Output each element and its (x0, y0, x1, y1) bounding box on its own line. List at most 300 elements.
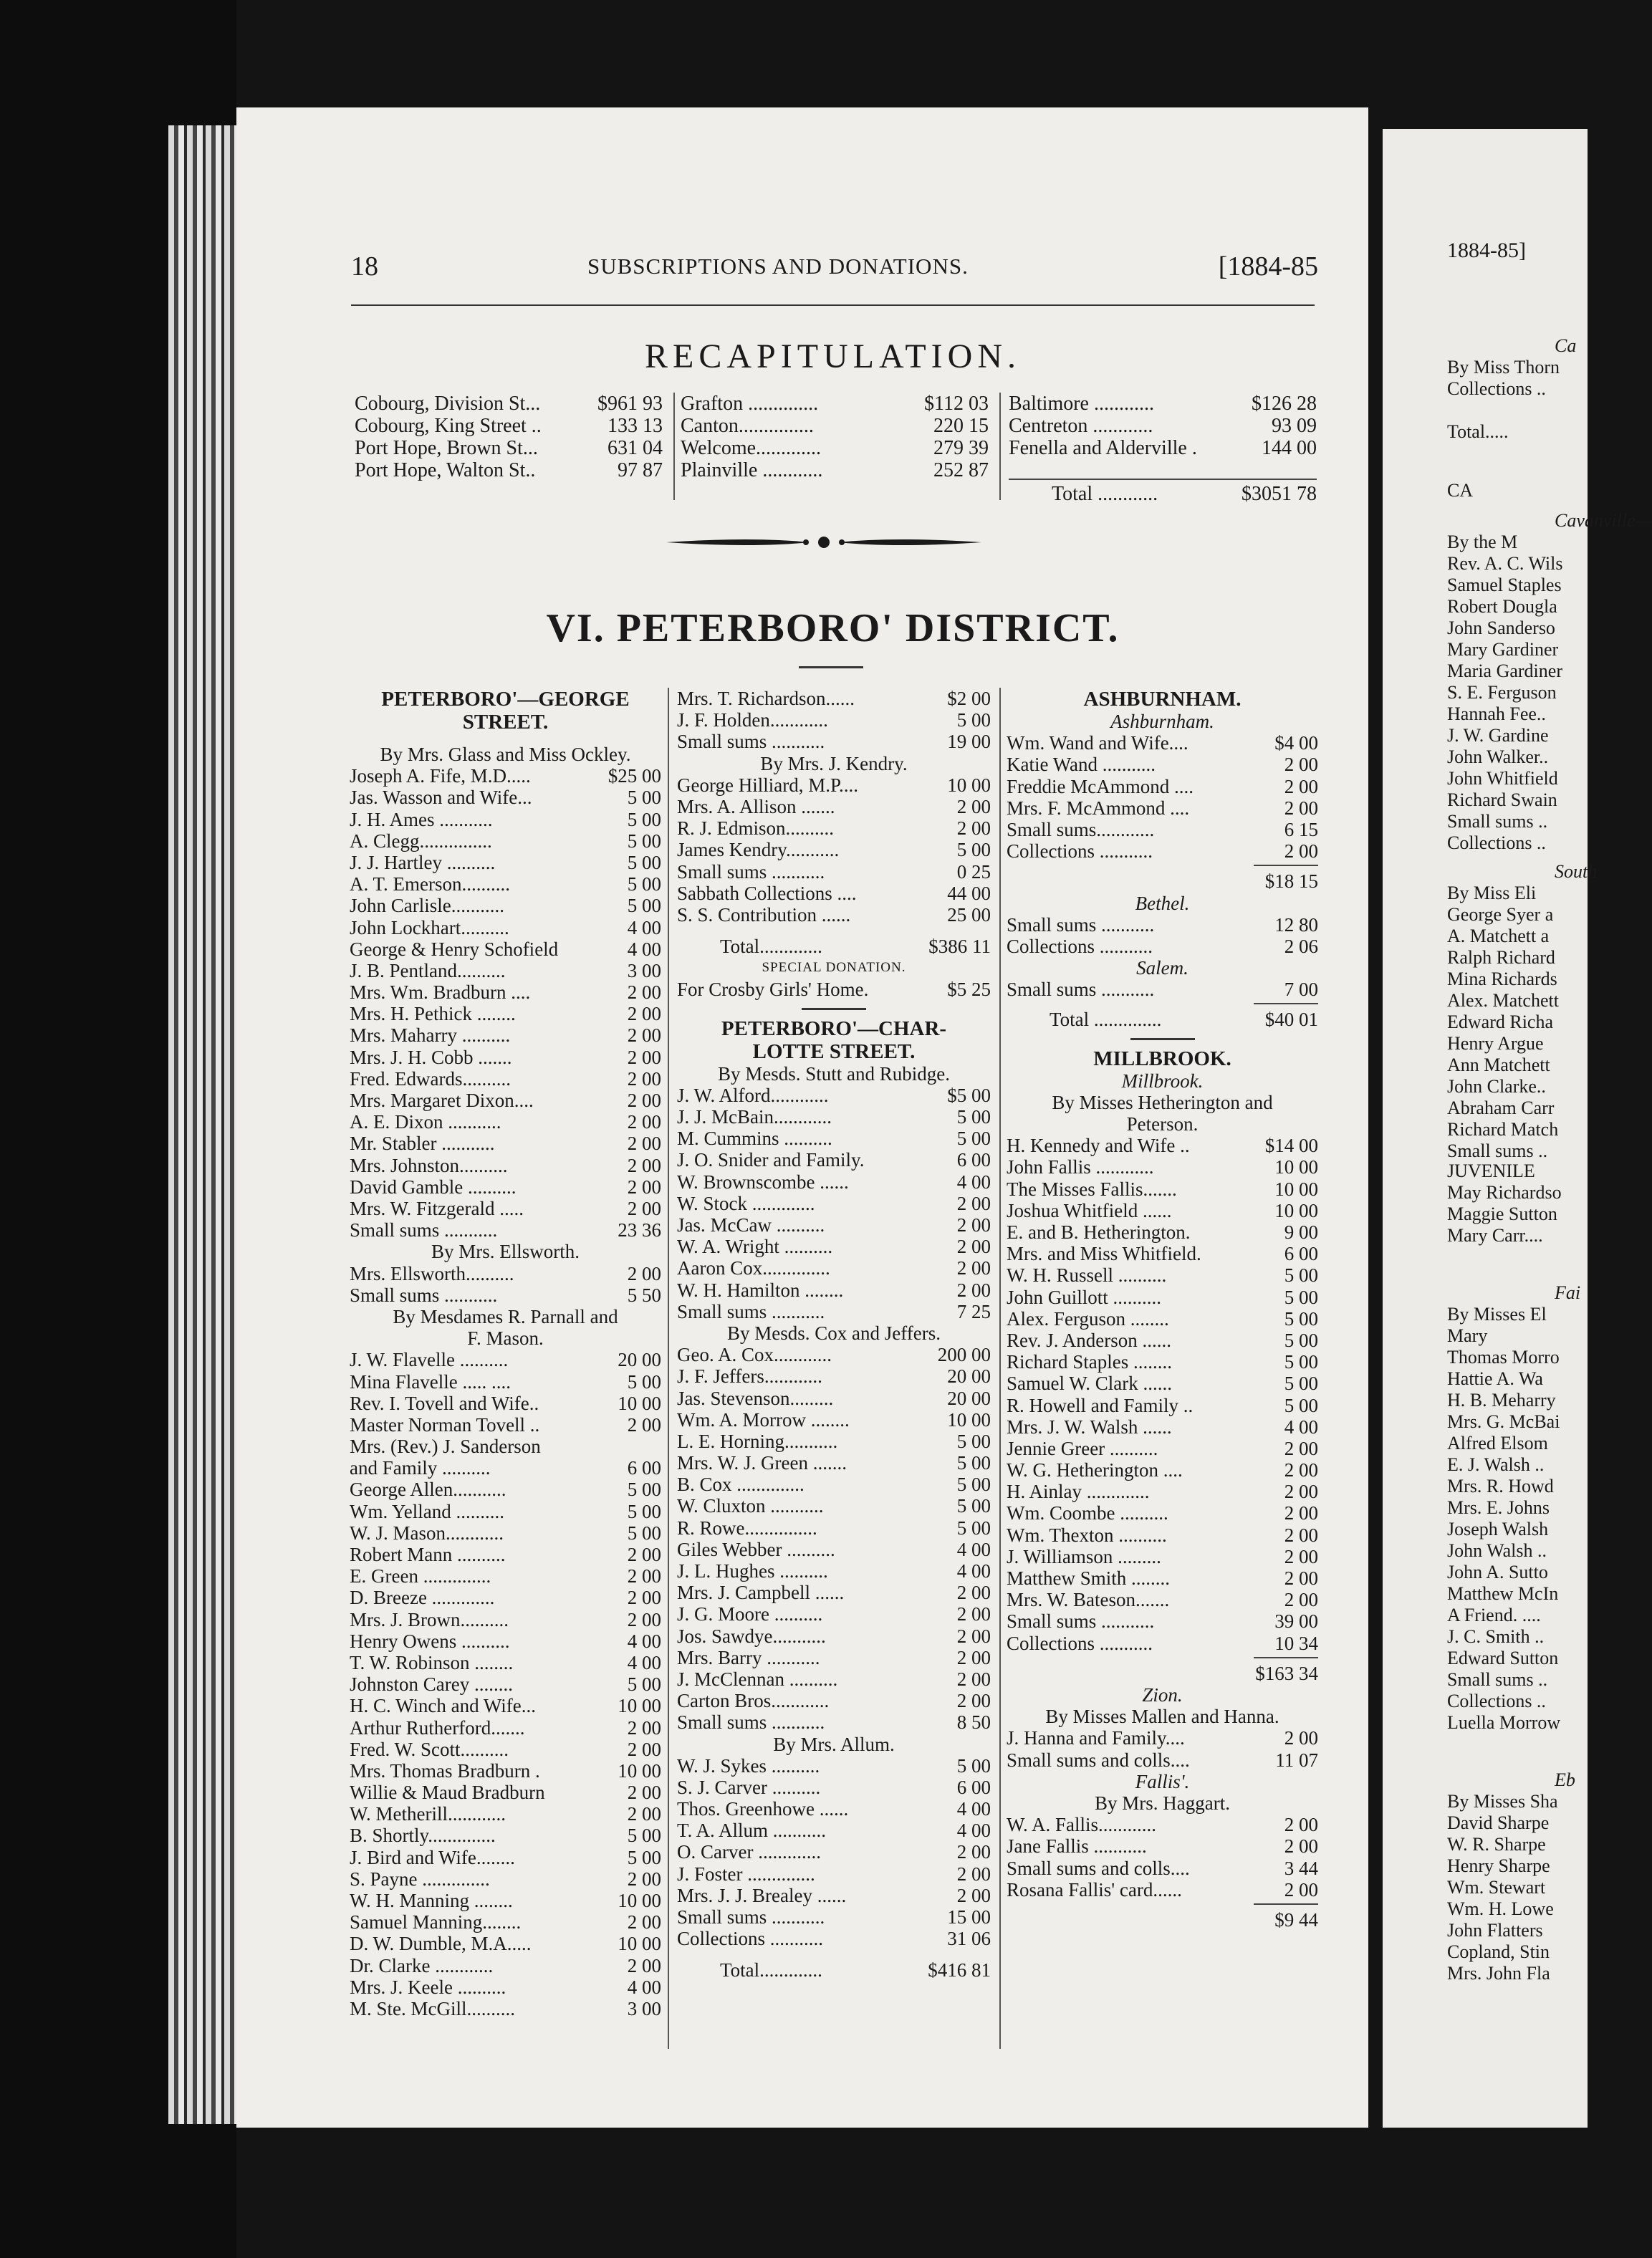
list-item (350, 1695, 661, 1716)
donation-amount: 4 00 (627, 916, 661, 938)
recap-amount: 279 39 (933, 437, 989, 459)
list-item (1007, 840, 1318, 862)
list-item (350, 1976, 661, 1998)
next-page-line: Wm. Stewart (1447, 1877, 1546, 1898)
next-page-line: Mary Carr.... (1447, 1225, 1543, 1246)
next-page-line: John Walsh .. (1447, 1540, 1547, 1561)
collector-line: By Mrs. Ellsworth. (431, 1241, 580, 1263)
recap-row (1009, 415, 1317, 437)
list-item (677, 1301, 991, 1322)
donor-name: Small sums ........... (677, 860, 825, 883)
list-item (350, 981, 661, 1003)
list-item (350, 1090, 661, 1111)
recap-amount: $961 93 (597, 393, 663, 415)
spacer (350, 734, 661, 744)
donor-name: Jennie Greer .......... (1007, 1437, 1158, 1459)
list-item (677, 1755, 991, 1777)
donation-amount: 5 00 (1284, 1264, 1318, 1287)
donor-name: Mrs. W. J. Green ....... (677, 1452, 847, 1474)
donation-amount: 2 00 (956, 1863, 991, 1885)
donation-amount: 4 00 (627, 1630, 661, 1652)
subtotal (1007, 1663, 1318, 1684)
list-item (350, 1024, 661, 1046)
list-item (350, 1955, 661, 1976)
recap-amount: 144 00 (1262, 437, 1317, 459)
list-item (350, 1782, 661, 1803)
list-item (677, 1128, 991, 1149)
list-item (677, 1171, 991, 1193)
donor-name: Small sums ........... (350, 1284, 498, 1306)
next-page-line: Collections .. (1447, 378, 1546, 399)
donation-amount: 5 00 (1284, 1286, 1318, 1308)
special-donation-label: SPECIAL DONATION. (762, 960, 906, 976)
donor-name: H. C. Winch and Wife... (350, 1695, 537, 1717)
list-item (677, 688, 991, 709)
donor-name: Small sums and colls.... (1007, 1749, 1190, 1771)
list-item (1007, 1727, 1318, 1749)
running-title: SUBSCRIPTIONS AND DONATIONS. (587, 254, 969, 279)
donation-amount: 2 00 (956, 1279, 991, 1301)
list-item (1007, 1178, 1318, 1200)
donor-name: Small sums ........... (677, 1906, 825, 1928)
donation-amount: 2 00 (627, 1803, 661, 1825)
donation-amount: 5 00 (627, 1500, 661, 1522)
donor-name: Small sums and colls.... (1007, 1857, 1190, 1879)
donation-amount: 2 00 (627, 1111, 661, 1133)
donor-name: S. Payne .............. (350, 1868, 490, 1890)
section-heading: LOTTE STREET. (752, 1039, 916, 1063)
next-page-line: George Syer a (1447, 904, 1554, 925)
list-item (350, 1047, 661, 1068)
subtotal-amount: $18 15 (1264, 870, 1318, 893)
recap-row (681, 459, 989, 481)
donation-amount: 4 00 (956, 1171, 991, 1193)
page-number: 18 (351, 251, 378, 282)
donor-name: Joseph A. Fife, M.D..... (350, 765, 531, 787)
donor-name: W. H. Hamilton ........ (677, 1279, 844, 1301)
donor-name: H. Kennedy and Wife .. (1007, 1135, 1190, 1157)
donor-name: A. Clegg............... (350, 830, 492, 852)
list-item (677, 1820, 991, 1841)
list-item (350, 1565, 661, 1587)
list-item (1007, 1546, 1318, 1567)
donation-amount: 2 00 (956, 1236, 991, 1258)
donor-name: E. Green .............. (350, 1565, 491, 1587)
donor-name: Mrs. J. Campbell ...... (677, 1582, 845, 1604)
donor-name: H. Ainlay ............. (1007, 1481, 1150, 1503)
list-item (677, 1279, 991, 1301)
list-item (350, 1652, 661, 1673)
list-item (677, 1106, 991, 1128)
donation-amount: 5 00 (956, 1517, 991, 1539)
list-item (350, 1825, 661, 1846)
donation-amount: 5 00 (956, 1452, 991, 1474)
page-right-partial (1383, 129, 1652, 2128)
donation-amount: 6 00 (1284, 1243, 1318, 1265)
donor-name: Mrs. F. McAmmond .... (1007, 797, 1190, 819)
donor-name: Mrs. W. Fitzgerald ..... (350, 1197, 524, 1219)
list-item (1007, 1567, 1318, 1589)
list-item (350, 1933, 661, 1954)
list-item (350, 1198, 661, 1219)
recap-place: Canton............... (681, 415, 814, 437)
total-amount: $40 01 (1264, 1009, 1318, 1031)
list-item (1007, 1135, 1318, 1156)
list-item (677, 1711, 991, 1733)
next-page-line: Mrs. G. McBai (1447, 1411, 1560, 1432)
next-page-line: Hattie A. Wa (1447, 1368, 1543, 1389)
donor-name: W. A. Fallis............ (1007, 1814, 1157, 1836)
donor-name: Collections ........... (677, 1928, 823, 1950)
list-item (1007, 1330, 1318, 1351)
donor-name: John Fallis ............ (1007, 1156, 1154, 1178)
donation-amount: 2 00 (627, 981, 661, 1004)
donation-amount: 2 00 (1284, 840, 1318, 863)
donation-amount: 10 00 (947, 774, 991, 796)
donation-amount: 2 00 (1284, 1727, 1318, 1749)
section-heading: PETERBORO'—CHAR- (721, 1017, 947, 1040)
donor-name: B. Cox .............. (677, 1474, 805, 1496)
subsection-heading: Ashburnham. (1110, 711, 1214, 732)
list-item (350, 1760, 661, 1782)
next-page-line: Mina Richards (1447, 969, 1557, 989)
recap-amount: 97 87 (618, 459, 663, 481)
next-page-line: Joseph Walsh (1447, 1519, 1549, 1539)
donation-amount: 9 00 (1284, 1221, 1318, 1244)
recap-amount: 133 13 (608, 415, 663, 437)
donor-name: Rosana Fallis' card...... (1007, 1878, 1182, 1901)
spacer (677, 926, 991, 936)
list-item (677, 1085, 991, 1106)
donation-amount: 2 00 (956, 1668, 991, 1690)
section-total (1007, 1009, 1318, 1030)
list-item (350, 1501, 661, 1522)
next-page-line: Collections .. (1447, 1691, 1546, 1711)
list-item (350, 1803, 661, 1825)
list-item (1007, 1481, 1318, 1502)
recap-column-2 (681, 393, 989, 481)
donor-name: Mrs. Johnston.......... (350, 1154, 508, 1176)
list-item (677, 1257, 991, 1279)
list-item (677, 796, 991, 817)
donor-name: J. J. McBain............ (677, 1106, 832, 1128)
donation-amount: 6 00 (627, 1457, 661, 1479)
donation-amount: 5 00 (627, 787, 661, 809)
subtotal-rule (1254, 1003, 1318, 1004)
donation-amount: 2 00 (1284, 775, 1318, 797)
total-label: Total............. (720, 1959, 822, 1981)
next-page-line: Total..... (1447, 421, 1509, 442)
donation-amount: 10 00 (1274, 1199, 1318, 1221)
donation-amount: 10 00 (618, 1890, 661, 1911)
list-item (350, 1284, 661, 1306)
donor-name: Jas. McCaw .......... (677, 1214, 825, 1236)
donation-amount: 5 00 (1284, 1307, 1318, 1330)
section-total (677, 1959, 991, 1981)
list-item (350, 1436, 661, 1457)
donation-amount: 2 00 (627, 1911, 661, 1933)
subsection-heading: Salem. (1136, 957, 1188, 979)
list-item (1007, 1351, 1318, 1373)
next-page-line: J. W. Gardine (1447, 725, 1549, 746)
recap-place: Cobourg, King Street .. (355, 415, 542, 437)
donor-name: Richard Staples ........ (1007, 1351, 1172, 1373)
donor-name: M. Cummins .......... (677, 1128, 832, 1150)
list-item (677, 979, 991, 1000)
list-item (677, 1603, 991, 1625)
donor-name: Freddie McAmmond .... (1007, 775, 1194, 797)
donation-amount: 5 00 (956, 1430, 991, 1452)
total-amount: $416 81 (928, 1959, 991, 1981)
list-item (677, 1236, 991, 1257)
donor-name: Rev. J. Anderson ...... (1007, 1329, 1171, 1351)
donation-amount: 5 00 (1284, 1373, 1318, 1395)
subtotal (1007, 870, 1318, 892)
list-item (677, 1798, 991, 1820)
column-2 (677, 688, 991, 1981)
recap-amount: 93 09 (1272, 415, 1317, 437)
list-item (350, 917, 661, 938)
donation-amount: 20 00 (947, 1365, 991, 1388)
next-page-line: J. C. Smith .. (1447, 1626, 1545, 1647)
donation-amount: 4 00 (627, 1976, 661, 1998)
donor-name: John Carlisle........... (350, 895, 504, 917)
column-3 (1007, 688, 1318, 1931)
donor-name: D. Breeze ............. (350, 1587, 495, 1609)
list-item (1007, 1308, 1318, 1330)
list-item (677, 1431, 991, 1452)
donor-name: A. E. Dixon ........... (350, 1111, 501, 1133)
next-page-line: JUVENILE (1447, 1161, 1535, 1181)
list-item (350, 1176, 661, 1198)
donation-amount: 7 25 (956, 1300, 991, 1322)
donor-name: Mrs. (Rev.) J. Sanderson (350, 1436, 541, 1458)
list-item (677, 1388, 991, 1409)
donation-amount: 6 00 (956, 1776, 991, 1798)
list-item (350, 1349, 661, 1370)
donor-name: J. O. Snider and Family. (677, 1149, 865, 1171)
donor-name: Small sums ........... (1007, 979, 1155, 1001)
list-item (1007, 1749, 1318, 1771)
donation-amount: $5 25 (947, 979, 991, 1001)
donation-amount: 2 00 (956, 1214, 991, 1236)
donation-amount: 2 00 (956, 1582, 991, 1604)
donor-name: W. Brownscombe ...... (677, 1171, 849, 1193)
recap-place: Centreton ............ (1009, 415, 1153, 437)
donor-name: Wm. A. Morrow ........ (677, 1408, 850, 1431)
donation-amount: 2 00 (627, 1868, 661, 1890)
list-item (350, 1393, 661, 1414)
donation-amount: 2 00 (1284, 1524, 1318, 1546)
collector-line: By Misses Mallen and Hanna. (1045, 1706, 1279, 1728)
donor-name: Wm. Thexton .......... (1007, 1524, 1167, 1546)
list-item (350, 1717, 661, 1739)
list-item (677, 709, 991, 731)
donor-name: Dr. Clarke ............ (350, 1954, 494, 1976)
recap-amount: 631 04 (608, 437, 663, 459)
next-page-line: CA (1447, 480, 1474, 501)
next-page-line: Small sums .. (1447, 811, 1548, 832)
donation-amount: 2 00 (956, 795, 991, 817)
list-item (350, 1630, 661, 1652)
list-item (1007, 1835, 1318, 1857)
donor-name: Alex. Ferguson ........ (1007, 1307, 1169, 1330)
recap-place: Plainville ............ (681, 459, 823, 481)
ornament-divider (666, 534, 981, 551)
total-label: Total .............. (1050, 1009, 1162, 1031)
donation-amount: 2 00 (627, 1067, 661, 1090)
next-page-line: Fai (1555, 1282, 1581, 1303)
next-page-line: Small sums .. (1447, 1140, 1548, 1161)
list-item (350, 1155, 661, 1176)
donation-amount: 5 00 (956, 1106, 991, 1128)
next-page-line: David Sharpe (1447, 1812, 1550, 1833)
donation-amount: 2 06 (1284, 935, 1318, 957)
list-item (1007, 1221, 1318, 1243)
recap-row (1009, 393, 1317, 415)
donor-name: James Kendry........... (677, 839, 840, 861)
donation-amount: $2 00 (947, 688, 991, 709)
donation-amount: 6 00 (956, 1149, 991, 1171)
donation-amount: 2 00 (1284, 1545, 1318, 1567)
recap-amount: $112 03 (924, 393, 989, 415)
donation-amount: 5 00 (627, 873, 661, 895)
list-item (677, 1625, 991, 1647)
list-item (1007, 1438, 1318, 1459)
total-label: Total............. (720, 936, 822, 958)
donor-name: Jos. Sawdye........... (677, 1625, 826, 1647)
recap-place: Fenella and Alderville . (1009, 437, 1197, 459)
recap-total-amount: $3051 78 (1242, 483, 1317, 505)
donor-name: W. Metherill............ (350, 1803, 506, 1825)
list-item (677, 1885, 991, 1906)
donation-amount: 23 36 (618, 1219, 661, 1241)
donor-name: Aaron Cox.............. (677, 1257, 830, 1279)
list-item (677, 1517, 991, 1539)
recap-place: Grafton .............. (681, 393, 819, 415)
list-item (1007, 979, 1318, 1000)
donor-name: Mrs. Barry ........... (677, 1646, 820, 1668)
list-item (677, 1474, 991, 1495)
list-item (1007, 1156, 1318, 1178)
next-page-line: Rev. A. C. Wils (1447, 553, 1563, 574)
donor-name: Matthew Smith ........ (1007, 1567, 1170, 1590)
donation-amount: 5 00 (627, 895, 661, 917)
donation-amount: 20 00 (618, 1349, 661, 1371)
donor-name: J. G. Moore .......... (677, 1603, 823, 1625)
donor-name: Carton Bros............ (677, 1690, 830, 1712)
next-page-line: By Miss Thorn (1447, 357, 1560, 378)
donor-name: Willie & Maud Bradburn (350, 1782, 545, 1804)
donation-amount: 2 00 (956, 1646, 991, 1668)
next-page-line: W. R. Sharpe (1447, 1834, 1546, 1855)
donation-amount: 5 00 (627, 808, 661, 830)
donor-name: R. J. Edmison.......... (677, 817, 835, 840)
donation-amount: 2 00 (627, 1046, 661, 1068)
donor-name: Wm. Wand and Wife.... (1007, 732, 1188, 754)
subtotal-rule (1254, 1903, 1318, 1905)
donor-name: George Allen........... (350, 1479, 506, 1501)
donor-name: For Crosby Girls' Home. (677, 979, 869, 1001)
donor-name: Small sums ........... (1007, 1610, 1155, 1633)
donation-amount: 8 50 (956, 1711, 991, 1734)
donor-name: W. G. Hetherington .... (1007, 1459, 1183, 1481)
donation-amount: 2 00 (627, 1024, 661, 1047)
donor-name: Wm. Coombe .......... (1007, 1502, 1168, 1524)
list-item (350, 1609, 661, 1630)
donor-name: Mrs. J. Brown.......... (350, 1608, 509, 1630)
section-rule (802, 1008, 866, 1010)
next-page-line: Henry Argue (1447, 1033, 1544, 1054)
donation-amount: 12 80 (1274, 913, 1318, 936)
next-page-line: May Richardso (1447, 1182, 1562, 1203)
list-item (350, 1890, 661, 1911)
next-page-line: Eb (1555, 1769, 1575, 1790)
donor-name: Thos. Greenhowe ...... (677, 1798, 849, 1820)
list-item (677, 1214, 991, 1236)
donor-name: W. A. Wright .......... (677, 1236, 833, 1258)
donation-amount: 10 00 (618, 1695, 661, 1717)
donation-amount: 4 00 (956, 1560, 991, 1582)
donation-amount: 10 34 (1274, 1632, 1318, 1654)
donor-name: Arthur Rutherford....... (350, 1716, 525, 1739)
donor-name: T. W. Robinson ........ (350, 1651, 514, 1673)
collector-line: By Mrs. Glass and Miss Ockley. (380, 744, 631, 765)
next-page-line: Thomas Morro (1447, 1347, 1560, 1368)
next-page-line: Richard Swain (1447, 789, 1557, 810)
donor-name: Mrs. Ellsworth.......... (350, 1262, 514, 1284)
donation-amount: 5 00 (956, 839, 991, 861)
donation-amount: 2 00 (627, 1262, 661, 1284)
recap-row (1009, 437, 1317, 459)
donation-amount: 5 00 (627, 1522, 661, 1544)
next-page-line: Copland, Stin (1447, 1941, 1550, 1962)
district-rule (799, 666, 863, 668)
list-item (677, 1365, 991, 1387)
next-page-line: A Friend. .... (1447, 1605, 1541, 1625)
donor-name: Mrs. Maharry .......... (350, 1024, 511, 1047)
donation-amount: 5 00 (1284, 1351, 1318, 1373)
donation-amount: 3 00 (627, 1997, 661, 2019)
next-page-line: Mary (1447, 1325, 1488, 1346)
donor-name: Mina Flavelle ..... .... (350, 1370, 511, 1393)
next-page-line: Collections .. (1447, 832, 1546, 853)
list-item (350, 1739, 661, 1760)
list-item (677, 1149, 991, 1171)
donation-amount: 2 00 (627, 1608, 661, 1630)
next-page-line: Abraham Carr (1447, 1097, 1555, 1118)
donation-amount: 2 00 (1284, 1502, 1318, 1524)
list-item (1007, 1287, 1318, 1308)
next-page-line: By the M (1447, 532, 1518, 552)
recap-title: RECAPITULATION. (645, 337, 1021, 375)
list-item (350, 1868, 661, 1890)
donor-name: L. E. Horning........... (677, 1430, 838, 1452)
donation-amount: 2 00 (1284, 754, 1318, 776)
next-page-year: 1884-85] (1447, 239, 1526, 262)
donation-amount: 5 00 (1284, 1394, 1318, 1416)
donor-name: E. and B. Hetherington. (1007, 1221, 1191, 1244)
next-page-line: Matthew McIn (1447, 1583, 1559, 1604)
next-page-line: Ca (1555, 335, 1577, 356)
donor-name: J. Hanna and Family.... (1007, 1727, 1185, 1749)
donor-name: W. J. Mason............ (350, 1522, 504, 1544)
recap-row (355, 415, 663, 437)
list-item (350, 809, 661, 830)
next-page-line: Mrs. R. Howd (1447, 1476, 1554, 1496)
donor-name: R. Rowe............... (677, 1517, 817, 1539)
list-item (677, 1906, 991, 1928)
